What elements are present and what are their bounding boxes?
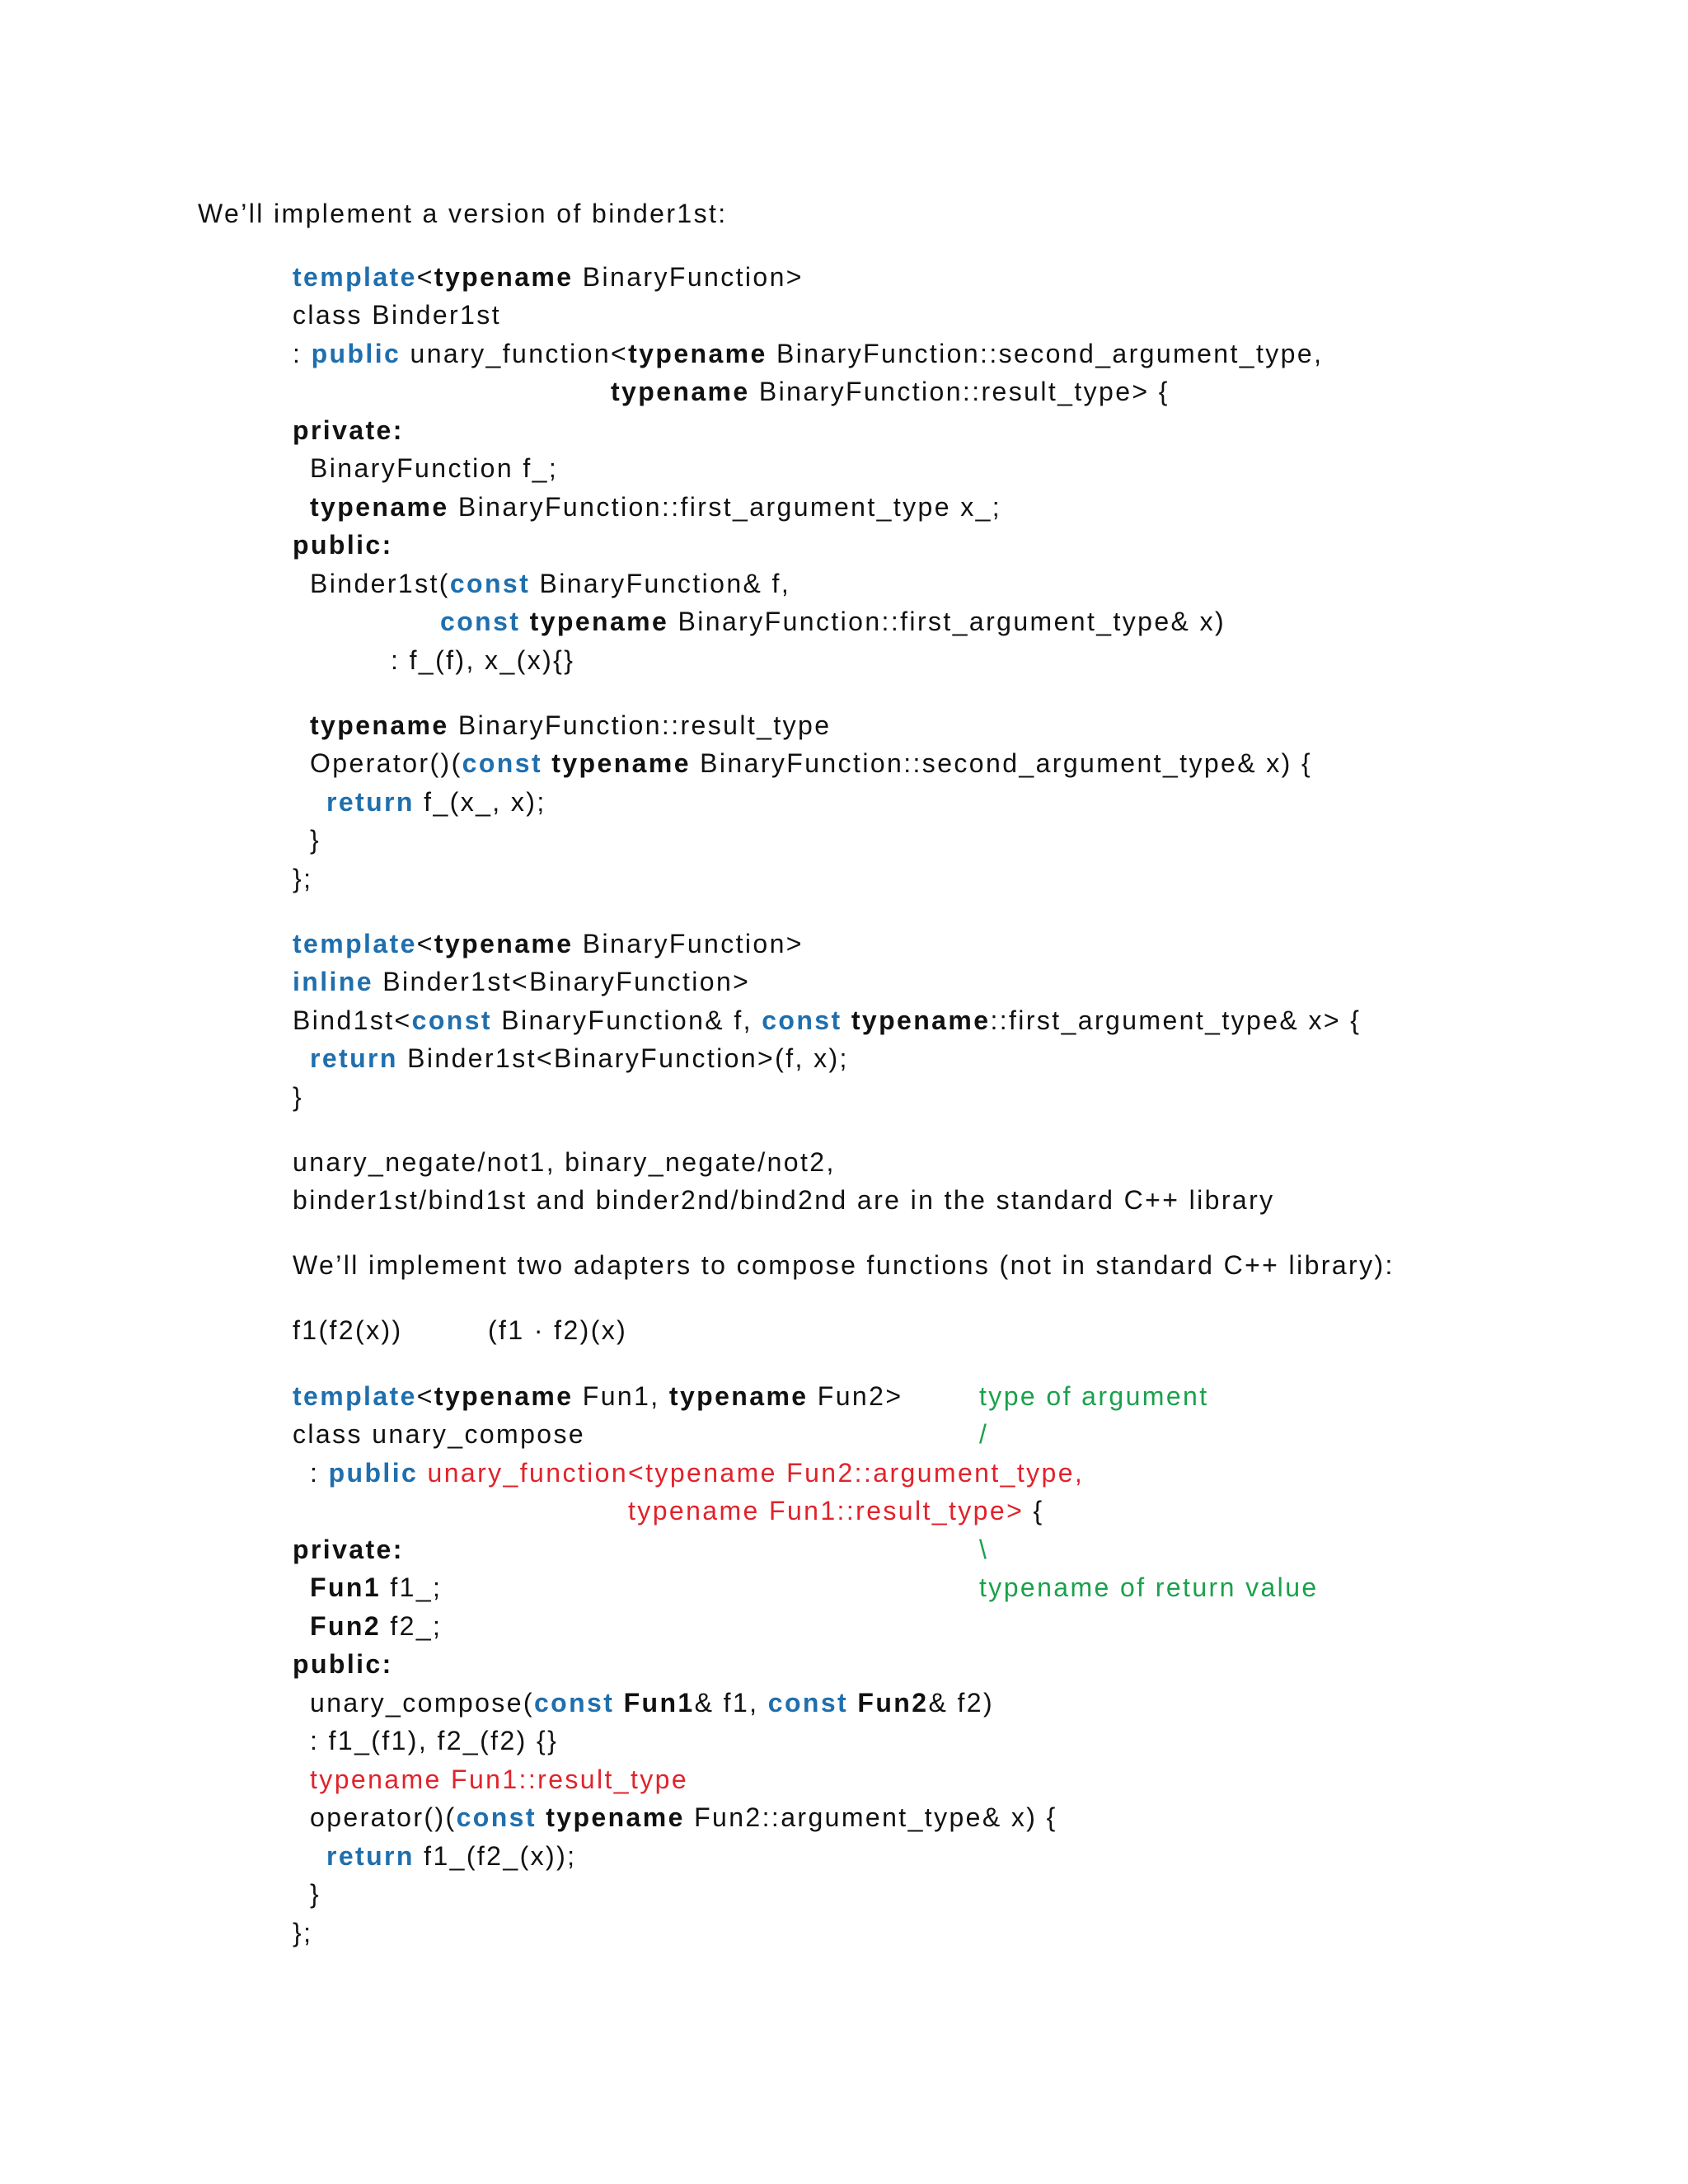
code-token: public: [293, 530, 393, 560]
code-token: BinaryFunction::first_argument_type x_; [448, 492, 1002, 522]
code-token: } [293, 1082, 304, 1112]
code-line [293, 1080, 303, 1113]
code-token: f1_(f2_(x)); [414, 1841, 577, 1871]
code-token: typename [434, 1381, 574, 1411]
code-token: BinaryFunction::second_argument_type& x) { [690, 748, 1313, 778]
code-line [440, 605, 1226, 638]
code-line [293, 337, 1323, 370]
code-token: }; [293, 864, 313, 893]
code-token [418, 1458, 427, 1488]
code-token [520, 607, 529, 636]
code-token: Fun2 [310, 1611, 382, 1641]
code-line [611, 375, 1170, 408]
code-token: Fun2::argument_type& x) { [684, 1802, 1057, 1832]
code-token: private: [293, 415, 404, 445]
code-token: typename [668, 1381, 809, 1411]
code-token: & f2) [928, 1688, 995, 1718]
code-token: private: [293, 1535, 404, 1564]
code-keyword: const [411, 1005, 492, 1035]
code-line [293, 298, 501, 331]
code-token: ::first_argument_type& x> { [990, 1005, 1362, 1035]
code-token: BinaryFunction f_; [310, 453, 559, 483]
code-token: unary_compose( [310, 1688, 534, 1718]
code-line [293, 1916, 312, 1949]
code-token: : f1_(f1), f2_(f2) {} [310, 1726, 559, 1755]
code-line [293, 862, 312, 895]
code-keyword: template [293, 1381, 417, 1411]
code-line [293, 1314, 403, 1347]
code-token: : [310, 1458, 329, 1488]
code-highlight: typename Fun1::result_type [310, 1765, 689, 1794]
annotation-type-of-argument: type of argument [979, 1381, 1209, 1411]
code-token: typename [611, 377, 750, 406]
code-keyword: inline [293, 967, 373, 996]
code-line [326, 1840, 576, 1872]
code-token: < [416, 929, 434, 958]
code-keyword: public [311, 339, 401, 368]
code-line [293, 260, 804, 293]
code-token: Fun2 [857, 1688, 929, 1718]
code-line [310, 1610, 442, 1643]
code-line [293, 414, 404, 447]
code-token [537, 1802, 546, 1832]
code-token: typename [310, 492, 449, 522]
code-token: Operator()( [310, 748, 462, 778]
code-line [293, 1380, 903, 1413]
code-keyword: return [326, 787, 415, 817]
code-keyword: const [462, 748, 542, 778]
code-token: operator()( [310, 1802, 457, 1832]
code-keyword: return [326, 1841, 415, 1871]
code-line [293, 1533, 404, 1566]
code-token: class unary_compose [293, 1419, 586, 1449]
code-line [310, 452, 558, 485]
code-token: typename [529, 607, 669, 636]
code-line [628, 1494, 1044, 1527]
code-line [310, 1877, 321, 1910]
code-token: BinaryFunction::result_type [448, 710, 832, 740]
code-token: typename [628, 339, 767, 368]
code-keyword: template [293, 262, 417, 292]
code-line [391, 644, 574, 677]
code-token: { [1024, 1496, 1044, 1526]
code-token [848, 1688, 857, 1718]
intro-text: We’ll implement a version of binder1st: [198, 199, 728, 228]
code-token: BinaryFunction> [573, 929, 804, 958]
code-keyword: const [456, 1802, 537, 1832]
code-token: BinaryFunction::second_argument_type, [767, 339, 1324, 368]
code-token: Fun1 [310, 1572, 382, 1602]
code-line [293, 927, 804, 960]
code-line [310, 709, 831, 742]
code-highlight: unary_function<typename Fun2::argument_type, [427, 1458, 1085, 1488]
code-token: typename [434, 929, 574, 958]
code-line [310, 823, 321, 856]
code-token: binder1st/bind1st and binder2nd/bind2nd are in the standard C++ library [293, 1185, 1275, 1215]
code-token: BinaryFunction& f, [491, 1005, 762, 1035]
code-token [614, 1688, 623, 1718]
annotation-return-value: typename of return value [979, 1572, 1319, 1602]
code-token: typename [434, 262, 574, 292]
code-token: BinaryFunction& f, [530, 569, 791, 598]
code-token: f1(f2(x)) [293, 1315, 403, 1345]
code-keyword: const [449, 569, 531, 598]
code-token: BinaryFunction::result_type> { [749, 377, 1170, 406]
code-line [488, 1314, 627, 1347]
code-line [293, 528, 393, 561]
code-line [310, 1724, 558, 1757]
code-token: Fun1 [623, 1688, 695, 1718]
code-keyword: template [293, 929, 417, 958]
code-line [310, 567, 790, 600]
code-line [310, 1801, 1057, 1834]
code-highlight: typename Fun1::result_type> [628, 1496, 1025, 1526]
code-line [310, 1042, 849, 1075]
code-token: f2_; [381, 1611, 443, 1641]
code-keyword: const [440, 607, 521, 636]
code-token: & f1, [694, 1688, 768, 1718]
code-line [293, 1647, 393, 1680]
code-token: typename [546, 1802, 685, 1832]
code-line [293, 1146, 836, 1179]
code-token: f1_; [381, 1572, 443, 1602]
code-token: Binder1st<BinaryFunction> [373, 967, 751, 996]
annotation-backslash: \ [979, 1535, 989, 1564]
code-line [310, 1686, 994, 1719]
code-token: } [310, 1879, 321, 1909]
code-token [842, 1005, 851, 1035]
code-line [310, 490, 1001, 523]
code-line [293, 1249, 1395, 1282]
code-token: BinaryFunction::first_argument_type& x) [668, 607, 1226, 636]
code-token: }; [293, 1918, 313, 1947]
code-token: unary_negate/not1, binary_negate/not2, [293, 1147, 836, 1177]
code-token: } [310, 825, 321, 855]
code-line [310, 1456, 1084, 1489]
code-keyword: return [310, 1043, 398, 1073]
code-token: We’ll implement two adapters to compose functions (not in standard C++ library): [293, 1250, 1395, 1280]
code-token: BinaryFunction> [573, 262, 804, 292]
code-line [310, 747, 1312, 780]
code-line [310, 1763, 688, 1796]
code-line [310, 1571, 442, 1604]
code-keyword: const [533, 1688, 615, 1718]
code-line [293, 1183, 1275, 1216]
code-token: Bind1st< [293, 1005, 412, 1035]
code-token: public: [293, 1649, 393, 1679]
code-keyword: const [762, 1005, 842, 1035]
code-token: Fun1, [573, 1381, 669, 1411]
code-line [293, 1004, 1361, 1037]
code-token: class Binder1st [293, 300, 501, 330]
code-token: < [416, 262, 434, 292]
code-token: unary_function< [401, 339, 629, 368]
code-token: : f_(f), x_(x){} [391, 645, 575, 675]
code-token: f_(x_, x); [414, 787, 546, 817]
code-line [326, 785, 546, 818]
code-token: : [293, 339, 312, 368]
code-token: typename [551, 748, 691, 778]
code-token: Fun2> [808, 1381, 903, 1411]
annotation-slash: / [979, 1419, 989, 1449]
code-token: typename [851, 1005, 991, 1035]
code-token [542, 748, 551, 778]
code-token: < [416, 1381, 434, 1411]
code-token: Binder1st<BinaryFunction>(f, x); [397, 1043, 849, 1073]
code-line [293, 965, 750, 998]
code-keyword: public [328, 1458, 419, 1488]
code-token: (f1 · f2)(x) [488, 1315, 628, 1345]
code-token: typename [310, 710, 449, 740]
code-token: Binder1st( [310, 569, 450, 598]
code-line [293, 1418, 585, 1451]
code-keyword: const [767, 1688, 849, 1718]
